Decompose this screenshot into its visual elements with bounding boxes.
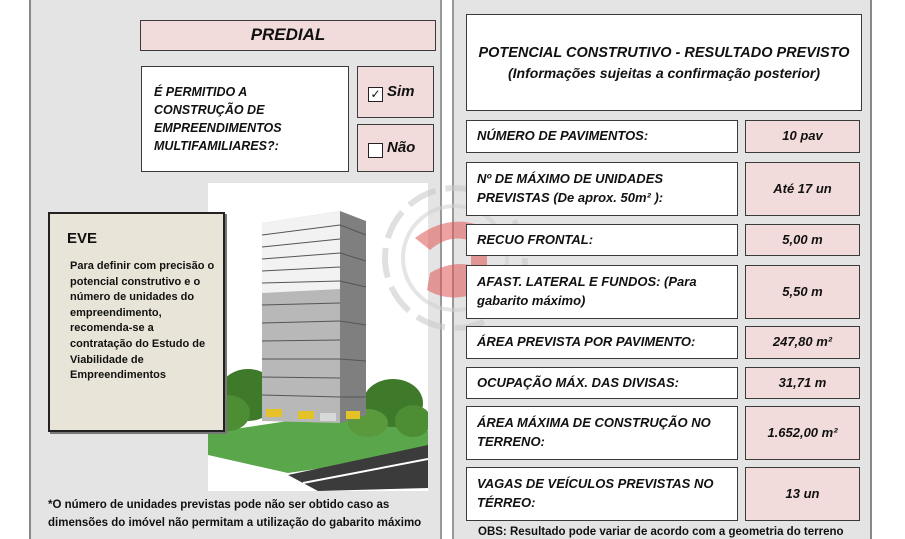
row-value-area-pavimento: 247,80 m² [745, 326, 860, 359]
row-value-afastamento: 5,50 m [745, 265, 860, 319]
row-value-vagas: 13 un [745, 467, 860, 521]
option-no-label: Não [387, 139, 416, 157]
result-title-box [466, 14, 862, 111]
eve-box [48, 212, 225, 432]
checkbox-no[interactable] [368, 143, 383, 158]
row-label-vagas: VAGAS DE VEÍCULOS PREVISTAS NO TÉRREO: [466, 467, 738, 521]
result-subtitle: (Informações sujeitas a confirmação posterior) [508, 64, 820, 81]
row-label-pavimentos: NÚMERO DE PAVIMENTOS: [466, 120, 738, 153]
row-label-afastamento: AFAST. LATERAL E FUNDOS: (Para gabarito máximo) [466, 265, 738, 319]
row-label-area-pavimento: ÁREA PREVISTA POR PAVIMENTO: [466, 326, 738, 359]
row-value-ocupacao: 31,71 m [745, 367, 860, 399]
row-label-ocupacao: OCUPAÇÃO MÁX. DAS DIVISAS: [466, 367, 738, 399]
row-label-area-maxima: ÁREA MÁXIMA DE CONSTRUÇÃO NO TERRENO: [466, 406, 738, 460]
eve-text: Para definir com precisão o potencial construtivo e o número de unidades do empreendimento, recomenda-se a contratação do Estudo de Viabilidade de Empreendimentos [70, 260, 215, 382]
result-title: POTENCIAL CONSTRUTIVO - RESULTADO PREVISTO [478, 44, 850, 61]
row-value-recuo: 5,00 m [745, 224, 860, 256]
row-value-pavimentos: 10 pav [745, 120, 860, 153]
checkbox-yes[interactable]: ✓ [368, 87, 383, 102]
multifamily-question: É PERMITIDO A CONSTRUÇÃO DE EMPREENDIMENTOS MULTIFAMILIARES?: [141, 66, 349, 172]
option-yes-label: Sim [387, 83, 415, 101]
row-value-area-maxima: 1.652,00 m² [745, 406, 860, 460]
footnote: *O número de unidades previstas pode não ser obtido caso as dimensões do imóvel não permitam a utilização do gabarito máximo [48, 499, 422, 529]
eve-title: EVE [67, 230, 98, 247]
predial-header: PREDIAL [140, 20, 436, 51]
option-yes[interactable] [357, 66, 434, 118]
row-label-recuo: RECUO FRONTAL: [466, 224, 738, 256]
obs-note: OBS: Resultado pode variar de acordo com a geometria do terreno [478, 526, 844, 538]
row-value-unidades: Até 17 un [745, 162, 860, 216]
row-label-unidades: Nº DE MÁXIMO DE UNIDADES PREVISTAS (De aprox. 50m² ): [466, 162, 738, 216]
option-no[interactable] [357, 124, 434, 172]
